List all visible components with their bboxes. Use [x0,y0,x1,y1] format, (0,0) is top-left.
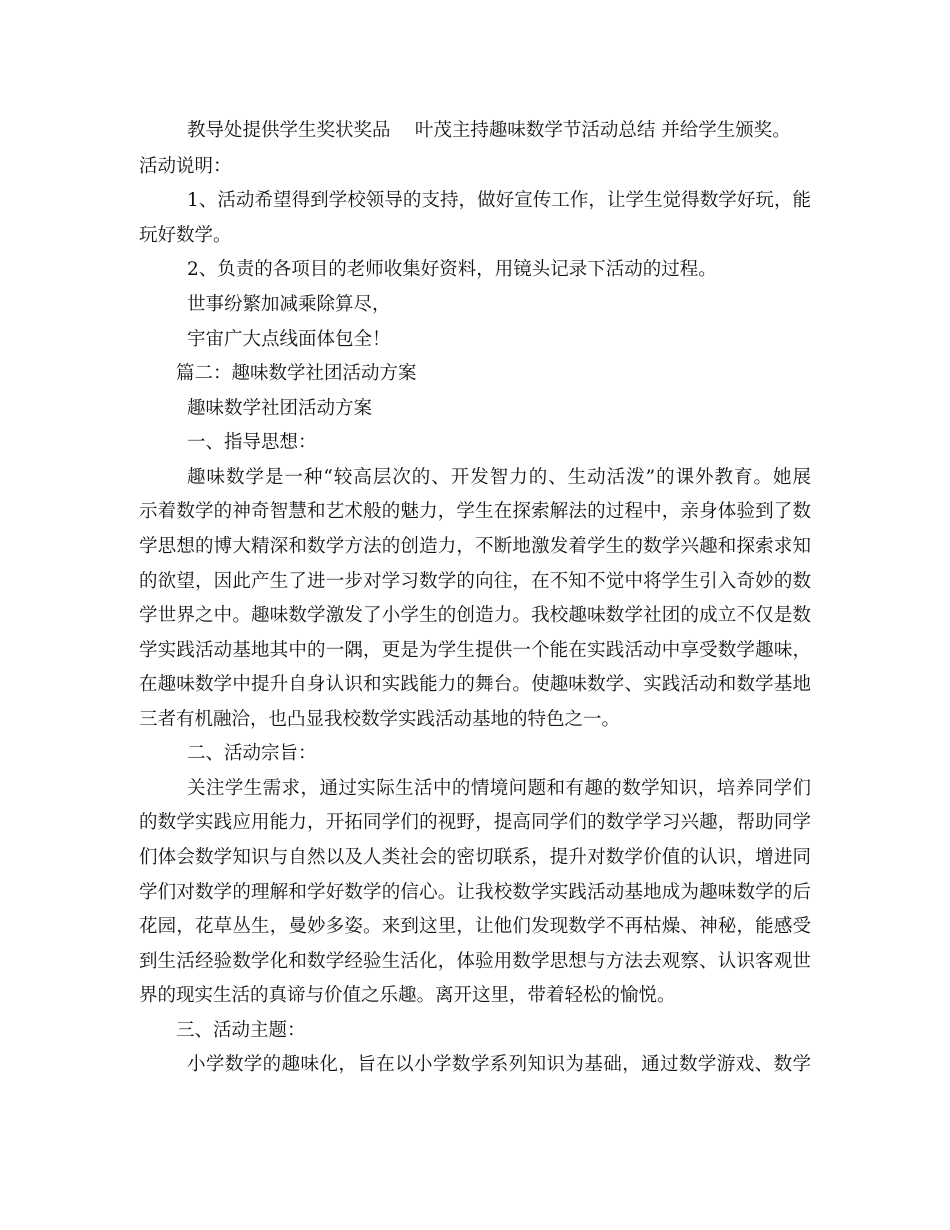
text-line-20: 关注学生需求，通过实际生活中的情境问题和有趣的数学知识，培养同学们 [187,778,811,799]
text-line-25: 到生活经验数学化和数学经验生活化，体验用数学思想与方法去观察、认识客观世 [139,951,811,972]
text-line-16: 学实践活动基地其中的一隅，更是为学生提供一个能在实践活动中享受数学趣味， [139,640,811,661]
text-line-22: 们体会数学知识与自然以及人类社会的密切联系，提升对数学价值的认识，增进同 [139,847,811,868]
text-line-15: 学世界之中。趣味数学激发了小学生的创造力。我校趣味数学社团的成立不仅是数 [139,605,811,626]
text-line-18: 三者有机融洽，也凸显我校数学实践活动基地的特色之一。 [139,709,621,730]
heading-activity-purpose: 二、活动宗旨： [187,743,317,764]
text-line-14: 的欲望，因此产生了进一步对学习数学的向往，在不知不觉中将学生引入奇妙的数 [139,571,811,592]
text-line-26: 界的现实生活的真谛与价值之乐趣。离开这里，带着轻松的愉悦。 [139,985,676,1006]
text-line-21: 的数学实践应用能力，开拓同学们的视野，提高同学们的数学学习兴趣，帮助同学 [139,812,811,833]
text-line-17: 在趣味数学中提升自身认识和实践能力的舞台。使趣味数学、实践活动和数学基地 [139,674,811,695]
text-line-24: 花园，花草丛生，曼妙多姿。来到这里，让他们发现数学不再枯燥、神秘，能感受 [139,916,811,937]
text-line-13: 学思想的博大精深和数学方法的创造力，不断地激发着学生的数学兴趣和探索求知 [139,536,811,557]
text-line-1: 教导处提供学生奖状奖品 叶茂主持趣味数学节活动总结 并给学生颁奖。 [187,120,791,141]
text-line-3: 1、活动希望得到学校领导的支持，做好宣传工作，让学生觉得数学好玩，能 [187,190,811,211]
heading-guiding-ideology: 一、指导思想： [187,432,317,453]
text-line-2: 活动说明： [139,156,232,177]
section-heading-part-two: 篇二：趣味数学社团活动方案 [176,363,417,384]
heading-activity-theme: 三、活动主题： [176,1020,306,1041]
text-line-6: 世事纷繁加减乘除算尽， [187,294,391,315]
text-line-5: 2、负责的各项目的老师收集好资料，用镜头记录下活动的过程。 [187,259,717,280]
text-line-4: 玩好数学。 [139,225,232,246]
text-line-28: 小学数学的趣味化，旨在以小学数学系列知识为基础，通过数学游戏、数学 [187,1054,811,1075]
document-title: 趣味数学社团活动方案 [187,398,373,419]
text-line-23: 学们对数学的理解和学好数学的信心。让我校数学实践活动基地成为趣味数学的后 [139,882,811,903]
text-line-7: 宇宙广大点线面体包全！ [187,329,391,350]
text-line-12: 示着数学的神奇智慧和艺术般的魅力，学生在探索解法的过程中，亲身体验到了数 [139,501,811,522]
text-line-11: 趣味数学是一种“较高层次的、开发智力的、生动活泼”的课外教育。她展 [187,467,811,488]
